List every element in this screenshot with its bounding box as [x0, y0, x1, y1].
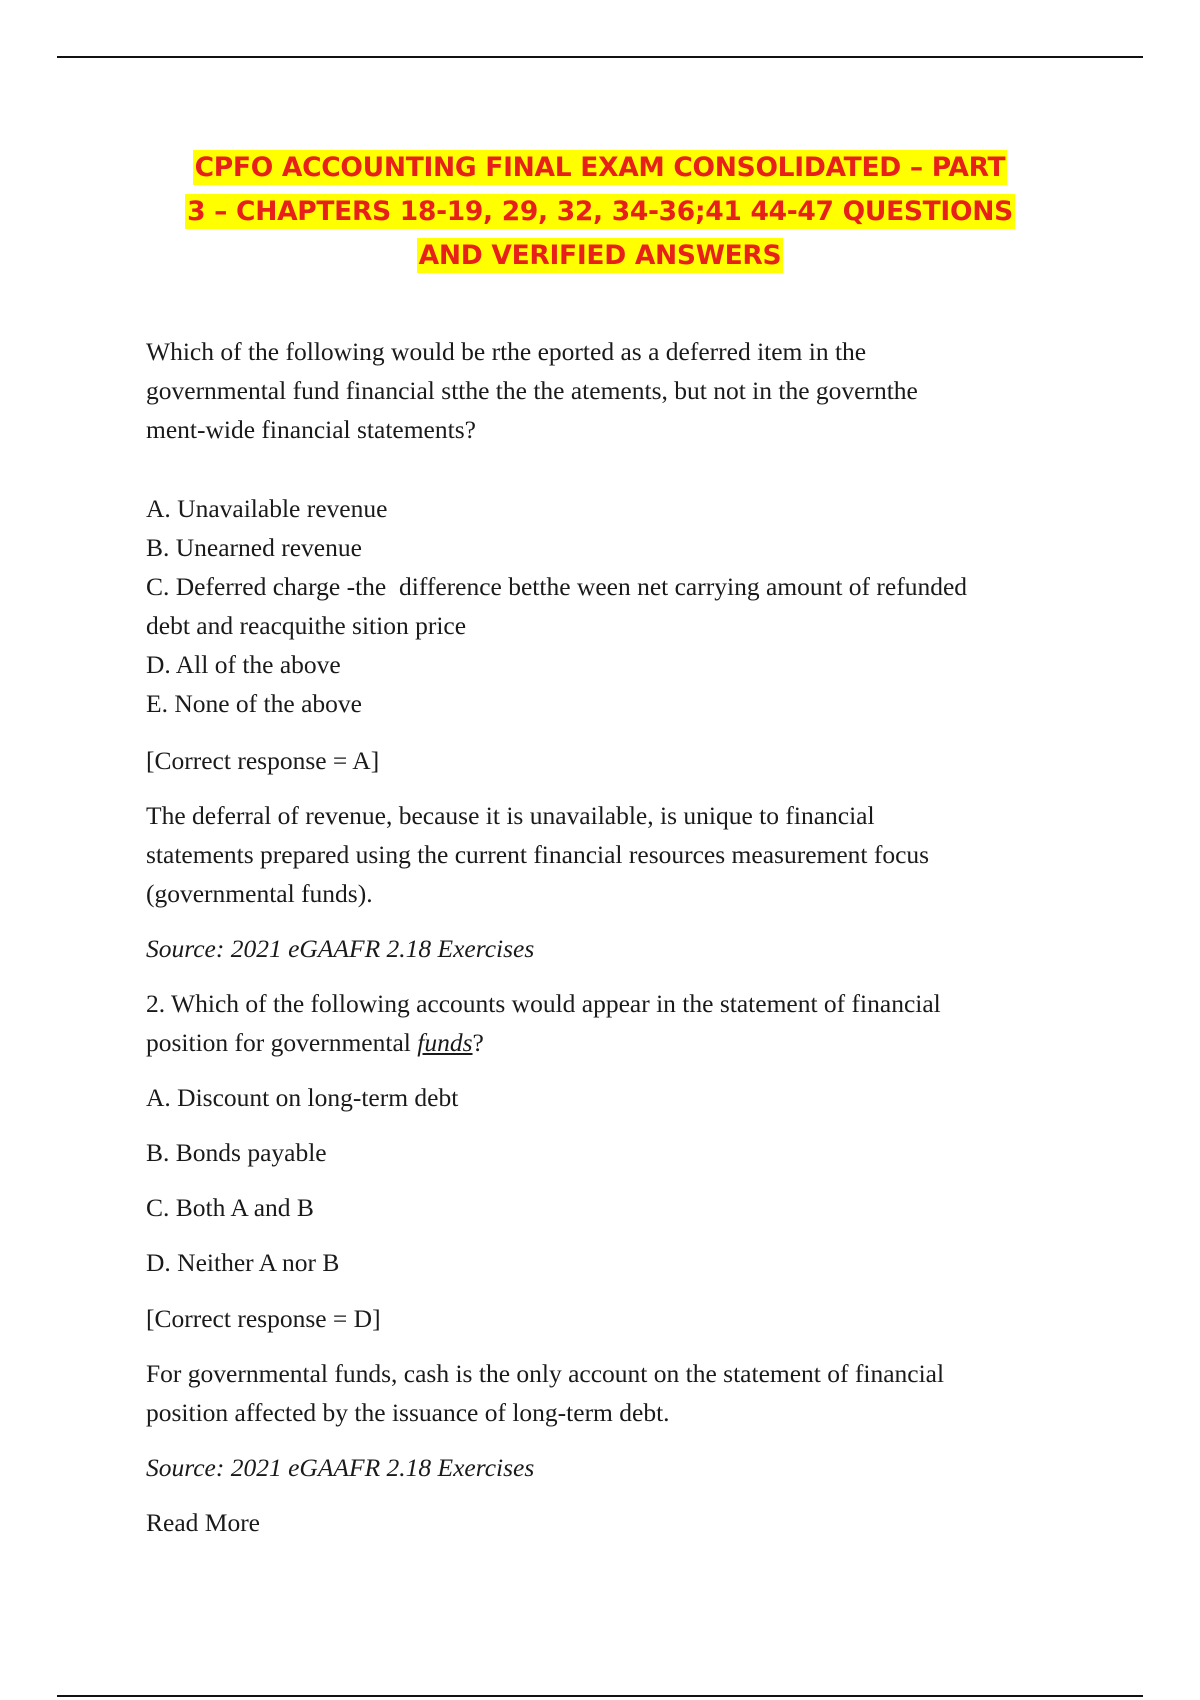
- read-more[interactable]: [146, 1503, 1076, 1542]
- q1-question-line: Which of the following would be rthe eported as a deferred item in the: [146, 337, 867, 366]
- q2-question-suffix: ?: [472, 1028, 484, 1057]
- q2-question-prefix: position for governmental: [146, 1028, 418, 1057]
- q1-question-line: governmental fund financial stthe the the atements, but not in the governthe: [146, 376, 918, 405]
- q2-source: [146, 1448, 1076, 1487]
- q2-source-text: Source: 2021 eGAAFR 2.18 Exercises: [146, 1453, 535, 1482]
- q1-explanation-line: (governmental funds).: [146, 879, 373, 908]
- q1-option-c-cont: debt and reacquithe sition price: [146, 611, 467, 640]
- q2-option-d: D. Neither A nor B: [146, 1248, 340, 1277]
- q2-explanation-line: For governmental funds, cash is the only account on the statement of financial: [146, 1359, 945, 1388]
- q2-question-line: 2. Which of the following accounts would appear in the statement of financial: [146, 989, 941, 1018]
- q1-question-line: ment-wide financial statements?: [146, 415, 476, 444]
- q2-question-emphasis: funds: [417, 1028, 473, 1057]
- title-line-1: CPFO ACCOUNTING FINAL EXAM CONSOLIDATED – PART: [194, 152, 1006, 183]
- q2-options: [146, 1078, 1076, 1282]
- q1-option-c: C. Deferred charge -the difference betthe ween net carrying amount of refunded: [146, 572, 968, 601]
- read-more-link[interactable]: Read More: [146, 1508, 261, 1537]
- title-line-2: 3 – CHAPTERS 18-19, 29, 32, 34-36;41 44-47 QUESTIONS: [187, 196, 1013, 227]
- top-rule: [57, 56, 1143, 58]
- q1-question: [146, 332, 1076, 449]
- q2-correct-response: [Correct response = D]: [146, 1304, 381, 1333]
- q1-option-d: D. All of the above: [146, 650, 341, 679]
- q1-explanation-line: The deferral of revenue, because it is unavailable, is unique to financial: [146, 801, 875, 830]
- bottom-rule: [57, 1695, 1143, 1697]
- q1-answer: [146, 741, 1076, 780]
- title-line-3: AND VERIFIED ANSWERS: [418, 240, 782, 271]
- q2-answer: [146, 1299, 1076, 1338]
- q1-correct-response: [Correct response = A]: [146, 746, 380, 775]
- q2-question-line: [146, 1023, 1076, 1062]
- q1-explanation: [146, 796, 1076, 913]
- q1-option-a: A. Unavailable revenue: [146, 494, 388, 523]
- q1-source-text: Source: 2021 eGAAFR 2.18 Exercises: [146, 934, 535, 963]
- q2-option-a: A. Discount on long-term debt: [146, 1083, 459, 1112]
- q1-options: [146, 489, 1076, 723]
- q1-explanation-line: statements prepared using the current financial resources measurement focus: [146, 840, 930, 869]
- q1-option-e: E. None of the above: [146, 689, 362, 718]
- q2-explanation: [146, 1354, 1076, 1432]
- document-title: [100, 146, 1100, 278]
- q2-option-c: C. Both A and B: [146, 1193, 314, 1222]
- q1-option-b: B. Unearned revenue: [146, 533, 362, 562]
- q2-explanation-line: position affected by the issuance of long-term debt.: [146, 1398, 670, 1427]
- q1-source: [146, 929, 1076, 968]
- q2-question: [146, 984, 1076, 1062]
- q2-option-b: B. Bonds payable: [146, 1138, 327, 1167]
